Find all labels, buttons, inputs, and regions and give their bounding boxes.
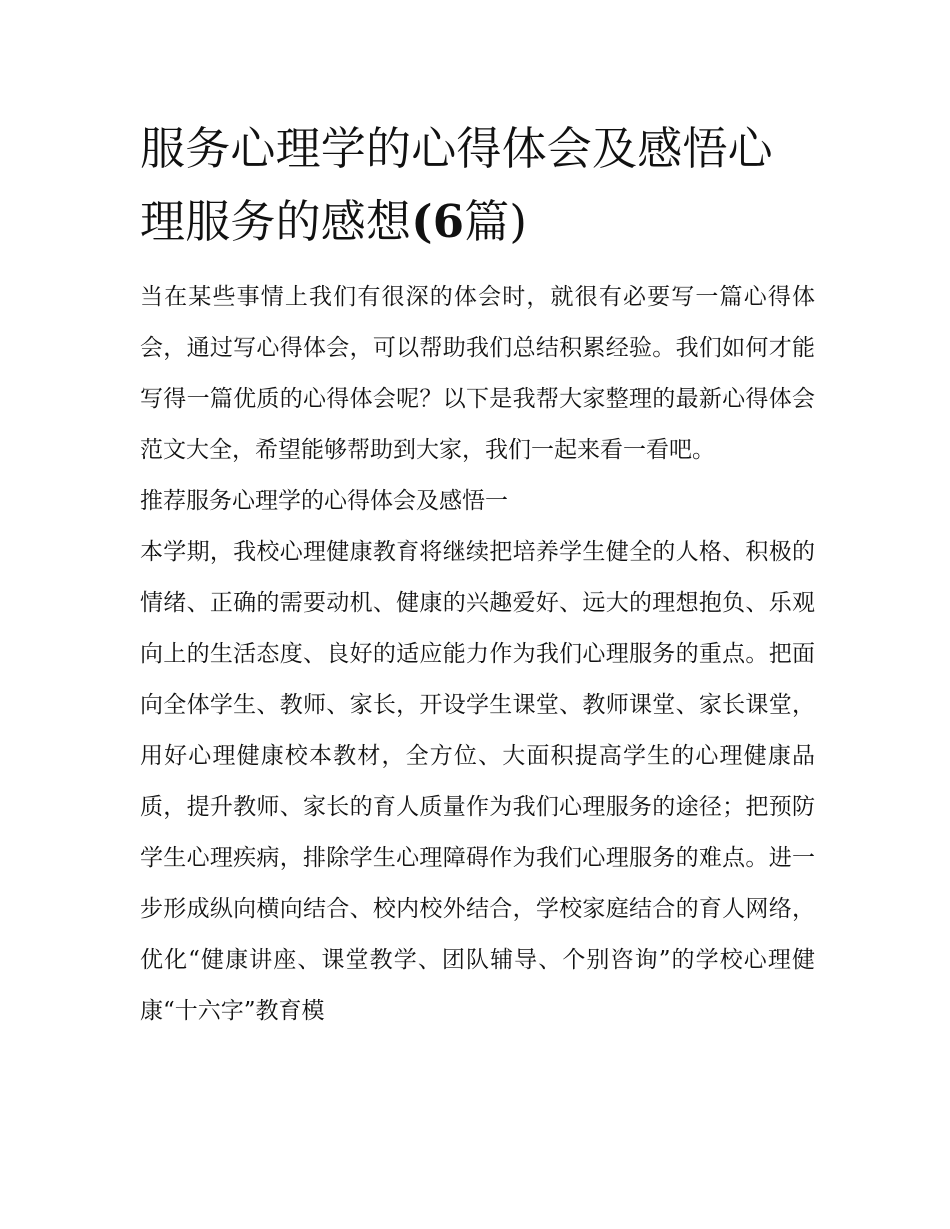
title-text: 服务心理学的心得体会及感悟心理服务的感想 (140, 122, 773, 248)
section-heading: 推荐服务心理学的心得体会及感悟一 (140, 488, 508, 514)
intro-paragraph: 当在某些事情上我们有很深的体会时，就很有必要写一篇心得体会，通过写心得体会，可以帮助我们总结积累经验。我们如何才能写得一篇优质的心得体会呢？以下是我帮大家整理的最新心得体会范文大全，希望能够帮助到大家，我们一起来看一看吧。 (140, 284, 815, 463)
body-paragraph: 本学期，我校心理健康教育将继续把培养学生健全的人格、积极的情绪、正确的需要动机、健康的兴趣爱好、远大的理想抱负、乐观向上的生活态度、良好的适应能力作为我们心理服务的重点。把面向全体学生、教师、家长，开设学生课堂、教师课堂、家长课堂，用好心理健康校本教材，全方位、大面积提高学生的心理健康品质，提升教师、家长的育人质量作为我们心理服务的途径；把预防学生心理疾病，排除学生心理障碍作为我们心理服务的难点。进一步形成纵向横向结合、校内校外结合，学校家庭结合的育人网络，优化“健康讲座、课堂教学、团队辅导、个别咨询”的学校心理健康“十六字”教育模 (140, 539, 815, 1024)
title-count: (6 (411, 195, 465, 248)
document-content (140, 112, 815, 1037)
title-suffix: 篇) (464, 195, 528, 248)
document-title (140, 112, 815, 258)
